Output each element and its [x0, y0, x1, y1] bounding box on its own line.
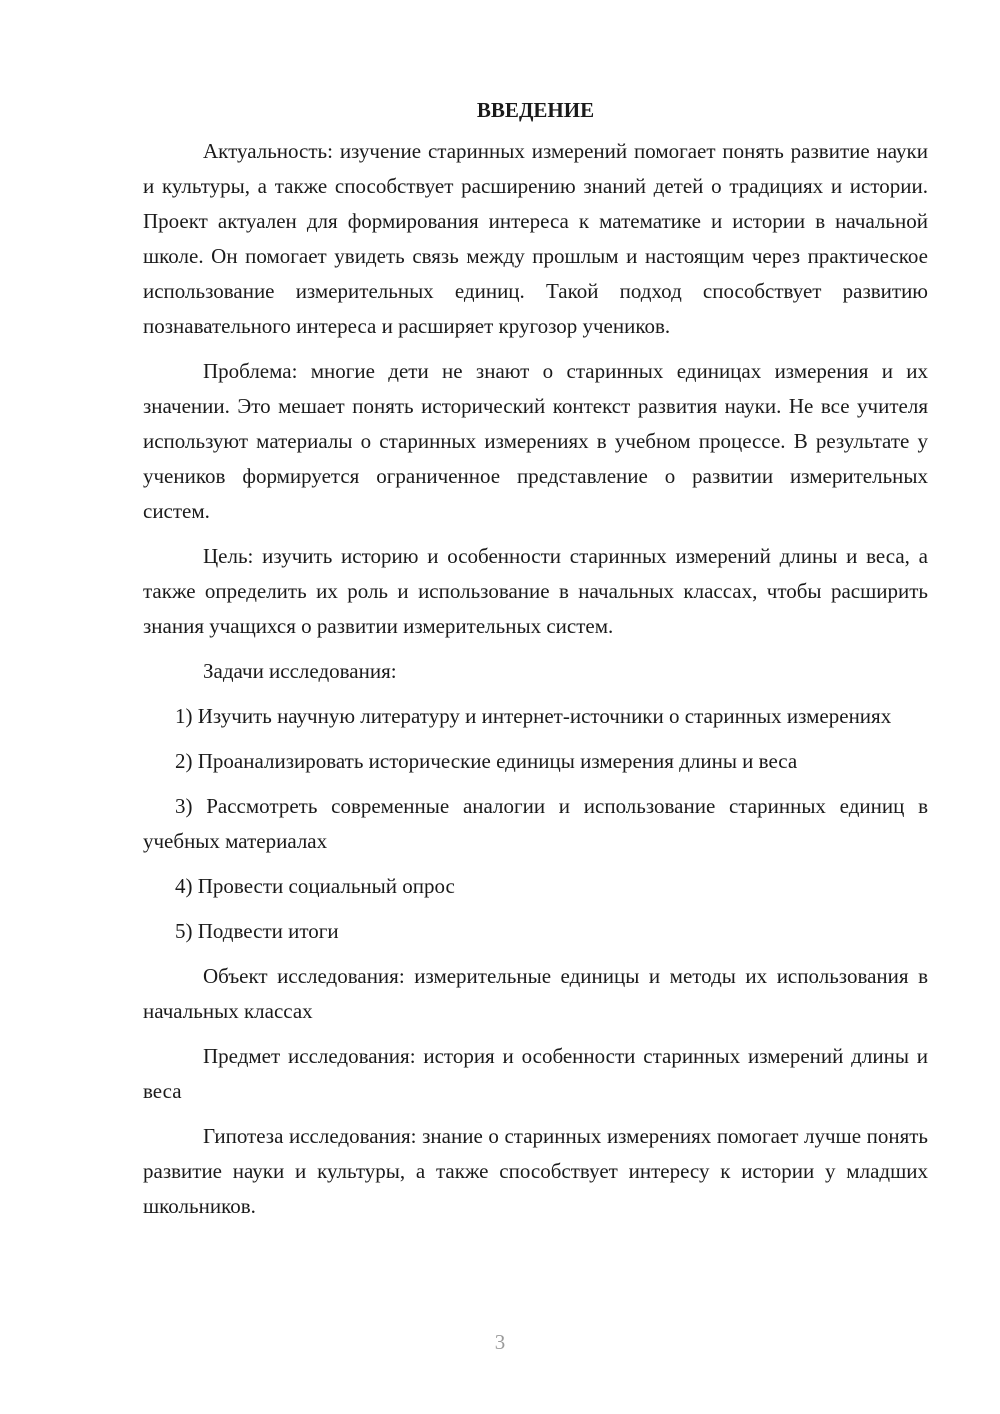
section-title: ВВЕДЕНИЕ — [476, 98, 595, 122]
task-item-1: 1) Изучить научную литературу и интернет-источники о старинных измерениях — [175, 704, 892, 728]
problem-paragraph: Проблема: многие дети не знают о старинных единицах измерения и их значении. Это мешает понять исторический контекст развития науки. Не все учителя используют материалы о старинных измерениях в учебном процессе. В результате у учеников формируется ограниченное представление о развитии измерительных систем. — [143, 359, 928, 523]
page-content — [143, 93, 928, 1234]
task-item-5: 5) Подвести итоги — [175, 919, 339, 943]
subject-paragraph: Предмет исследования: история и особенности старинных измерений длины и веса — [143, 1044, 928, 1103]
page-number: 3 — [494, 1330, 506, 1354]
goal-paragraph: Цель: изучить историю и особенности старинных измерений длины и веса, а также определить их роль и использование в начальных классах, чтобы расширить знания учащихся о развитии измерительных систем. — [143, 544, 928, 638]
task-item-3: 3) Рассмотреть современные аналогии и использование старинных единиц в учебных материалах — [143, 794, 928, 853]
hypothesis-paragraph: Гипотеза исследования: знание о старинных измерениях помогает лучше понять развитие науки и культуры, а также способствует интересу к истории у младших школьников. — [143, 1124, 928, 1218]
task-item-4: 4) Провести социальный опрос — [175, 874, 455, 898]
tasks-heading: Задачи исследования: — [203, 659, 397, 683]
relevance-paragraph: Актуальность: изучение старинных измерений помогает понять развитие науки и культуры, а также способствует расширению знаний детей о традициях и истории. Проект актуален для формирования интереса к математике и истории в начальной школе. Он помогает увидеть связь между прошлым и настоящим через практическое использование измерительных единиц. Такой подход способствует развитию познавательного интереса и расширяет кругозор учеников. — [143, 139, 928, 338]
object-paragraph: Объект исследования: измерительные единицы и методы их использования в начальных классах — [143, 964, 928, 1023]
task-item-2: 2) Проанализировать исторические единицы измерения длины и веса — [175, 749, 798, 773]
